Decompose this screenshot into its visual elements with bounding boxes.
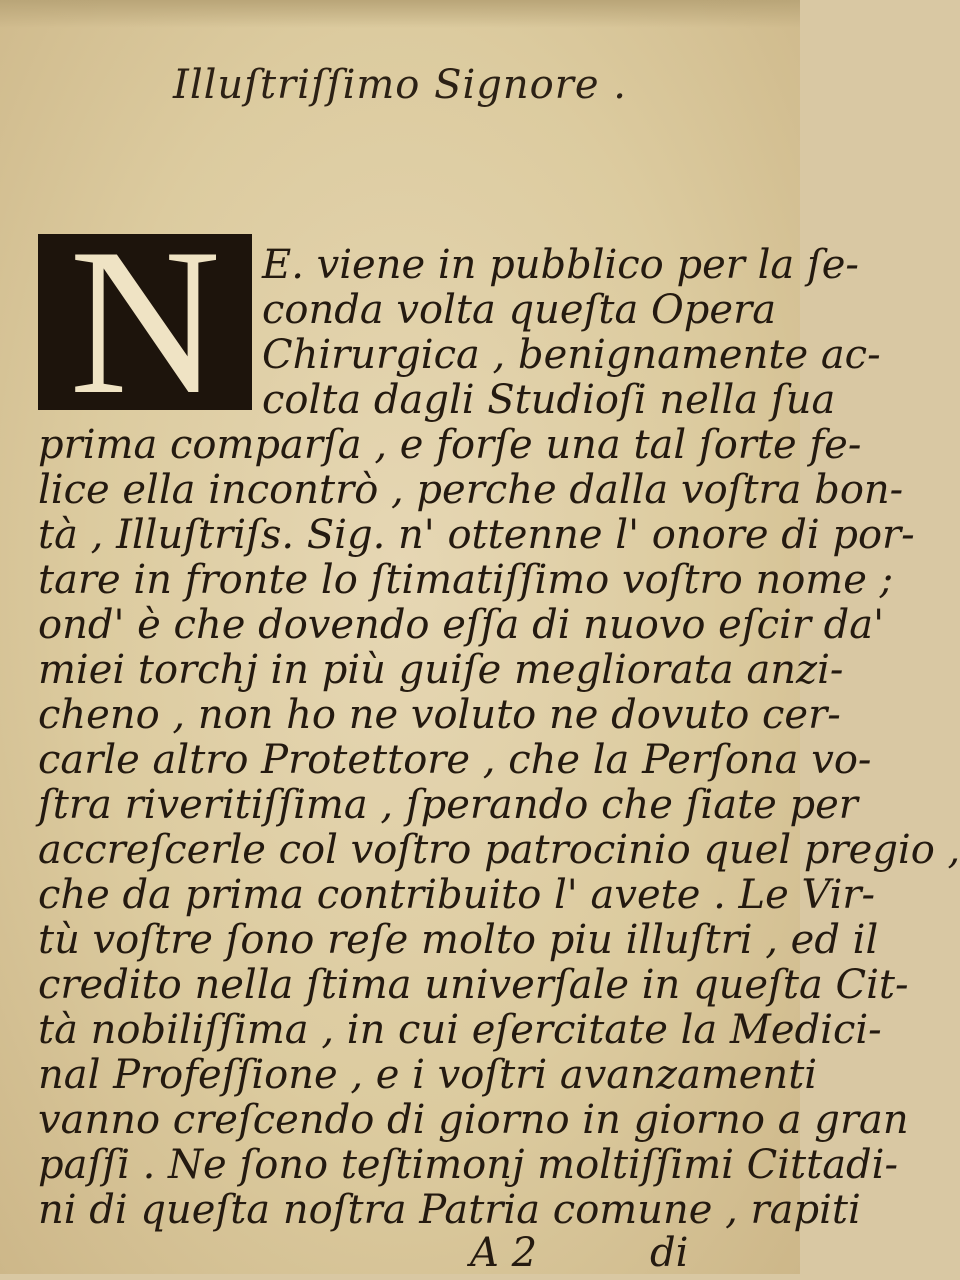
text-line: vanno creſcendo di giorno in giorno a gran — [38, 1097, 909, 1143]
text-line: ni di queſta noſtra Patria comune , rapiti — [38, 1187, 861, 1233]
text-line: ſtra riveritiſſima , ſperando che ſiate per — [38, 782, 858, 828]
text-line: tà , Illuſtriſs. Sig. n' ottenne l' onore di por- — [38, 512, 915, 558]
text-line: paſſi . Ne ſono teſtimonj moltiſſimi Cittadi- — [38, 1142, 898, 1188]
text-line: lice ella incontrò , perche dalla voſtra bon- — [38, 467, 904, 513]
text-line: tà nobiliſſima , in cui eſercitate la Medici- — [38, 1007, 882, 1053]
text-line: carle altro Protettore , che la Perſona vo- — [38, 737, 872, 783]
drop-cap: N — [38, 234, 252, 410]
text-line: conda volta queſta Opera — [262, 287, 777, 333]
text-line: prima comparſa , e forſe una tal ſorte fe- — [38, 422, 862, 468]
text-line: accreſcerle col voſtro patrocinio quel pregio , — [38, 827, 960, 873]
text-line: miei torchj in più guiſe megliorata anzi- — [38, 647, 844, 693]
signature-mark: A 2 — [470, 1230, 538, 1276]
text-line: colta dagli Studioſi nella ſua — [262, 377, 836, 423]
catchword: di — [650, 1230, 689, 1276]
page-heading: Illuſtriſſimo Signore . — [173, 62, 627, 108]
text-line: Chirurgica , benignamente ac- — [262, 332, 881, 378]
text-line: tare in fronte lo ſtimatiſſimo voſtro nome ; — [38, 557, 894, 603]
text-line: tù voſtre ſono reſe molto piu illuſtri , ed il — [38, 917, 879, 963]
text-line: nal Profeſſione , e i voſtri avanzamenti — [38, 1052, 818, 1098]
text-line: credito nella ſtima univerſale in queſta Cit- — [38, 962, 909, 1008]
text-line: ond' è che dovendo eſſa di nuovo eſcir da' — [38, 602, 885, 648]
text-line: che da prima contribuito l' avete . Le Vir- — [38, 872, 876, 918]
text-line: cheno , non ho ne voluto ne dovuto cer- — [38, 692, 841, 738]
text-line: E. viene in pubblico per la ſe- — [262, 242, 859, 288]
